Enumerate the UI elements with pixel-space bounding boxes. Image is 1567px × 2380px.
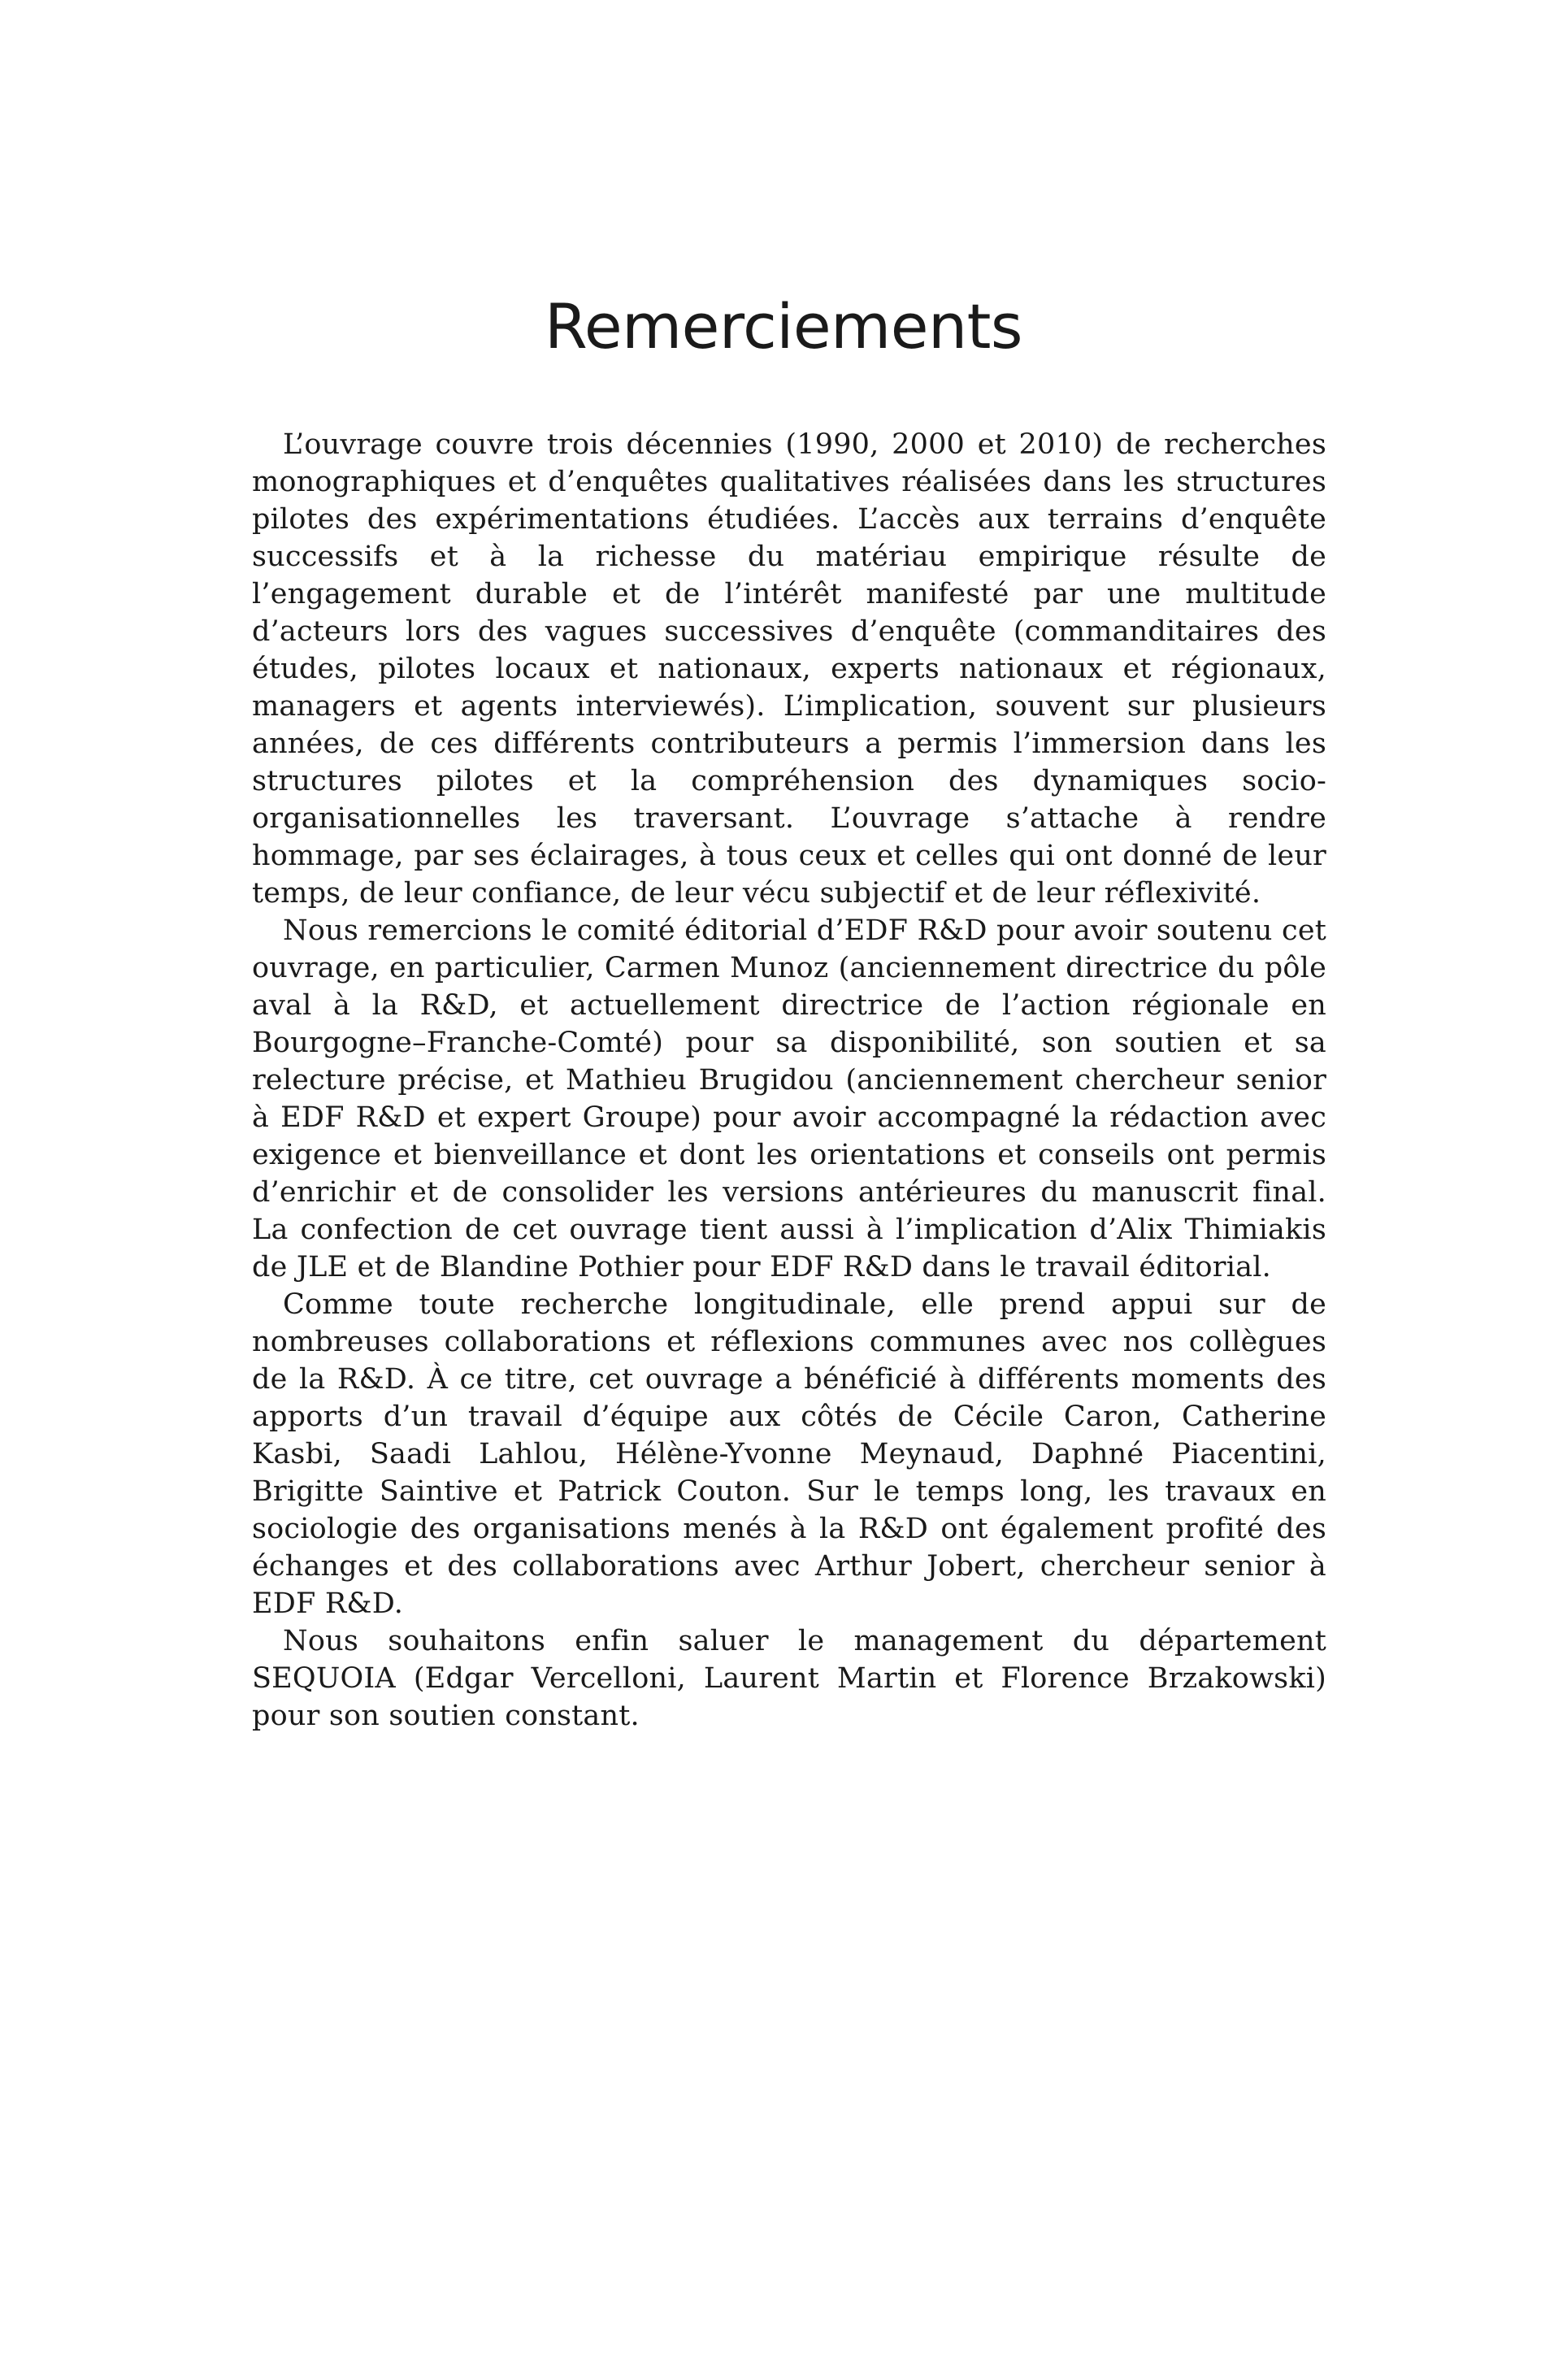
paragraph: L’ouvrage couvre trois décennies (1990, 2000 et 2010) de recherches monographiques et d’enquêtes qualitatives réalisées dans les structures pilotes des expérimentations étudiées. L’accès aux terrains d’enquête successifs et à la richesse du matériau empirique résulte de l’engagement durable et de l’intérêt manifesté par une multitude d’acteurs lors des vagues successives d’enquête (commanditaires des études, pilotes locaux et nationaux, experts nationaux et régionaux, managers et agents interviewés). L’implication, souvent sur plusieurs années, de ces différents contributeurs a permis l’immersion dans les structures pilotes et la compréhension des dynamiques socio-organisationnelles les traversant. L’ouvrage s’attache à rendre hommage, par ses éclairages, à tous ceux et celles qui ont donné de leur temps, de leur confiance, de leur vécu subjectif et de leur réflexivité. xyxy=(252,428,1326,910)
paragraph: Nous remercions le comité éditorial d’EDF R&D pour avoir soutenu cet ouvrage, en particulier, Carmen Munoz (anciennement directrice du pôle aval à la R&D, et actuellement directrice de l’action régionale en Bourgogne–Franche-Comté) pour sa disponibilité, son soutien et sa relecture précise, et Mathieu Brugidou (anciennement chercheur senior à EDF R&D et expert Groupe) pour avoir accompagné la rédaction avec exigence et bienveillance et dont les orientations et conseils ont permis d’enrichir et de consolider les versions antérieures du manuscrit final. La confection de cet ouvrage tient aussi à l’implication d’Alix Thimiakis de JLE et de Blandine Pothier pour EDF R&D dans le travail éditorial. xyxy=(252,914,1326,1283)
paragraph: Comme toute recherche longitudinale, elle prend appui sur de nombreuses collaborations et réflexions communes avec nos collègues de la R&D. À ce titre, cet ouvrage a bénéficié à différents moments des apports d’un travail d’équipe aux côtés de Cécile Caron, Catherine Kasbi, Saadi Lahlou, Hélène-Yvonne Meynaud, Daphné Piacentini, Brigitte Saintive et Patrick Couton. Sur le temps long, les travaux en sociologie des organisations menés à la R&D ont également profité des échanges et des collaborations avec Arthur Jobert, chercheur senior à EDF R&D. xyxy=(252,1288,1326,1620)
acknowledgements-body xyxy=(252,426,1326,1735)
page-title: Remerciements xyxy=(544,290,1023,363)
paragraph: Nous souhaitons enfin saluer le management du département SEQUOIA (Edgar Vercelloni, Laurent Martin et Florence Brzakowski) pour son soutien constant. xyxy=(252,1625,1326,1732)
